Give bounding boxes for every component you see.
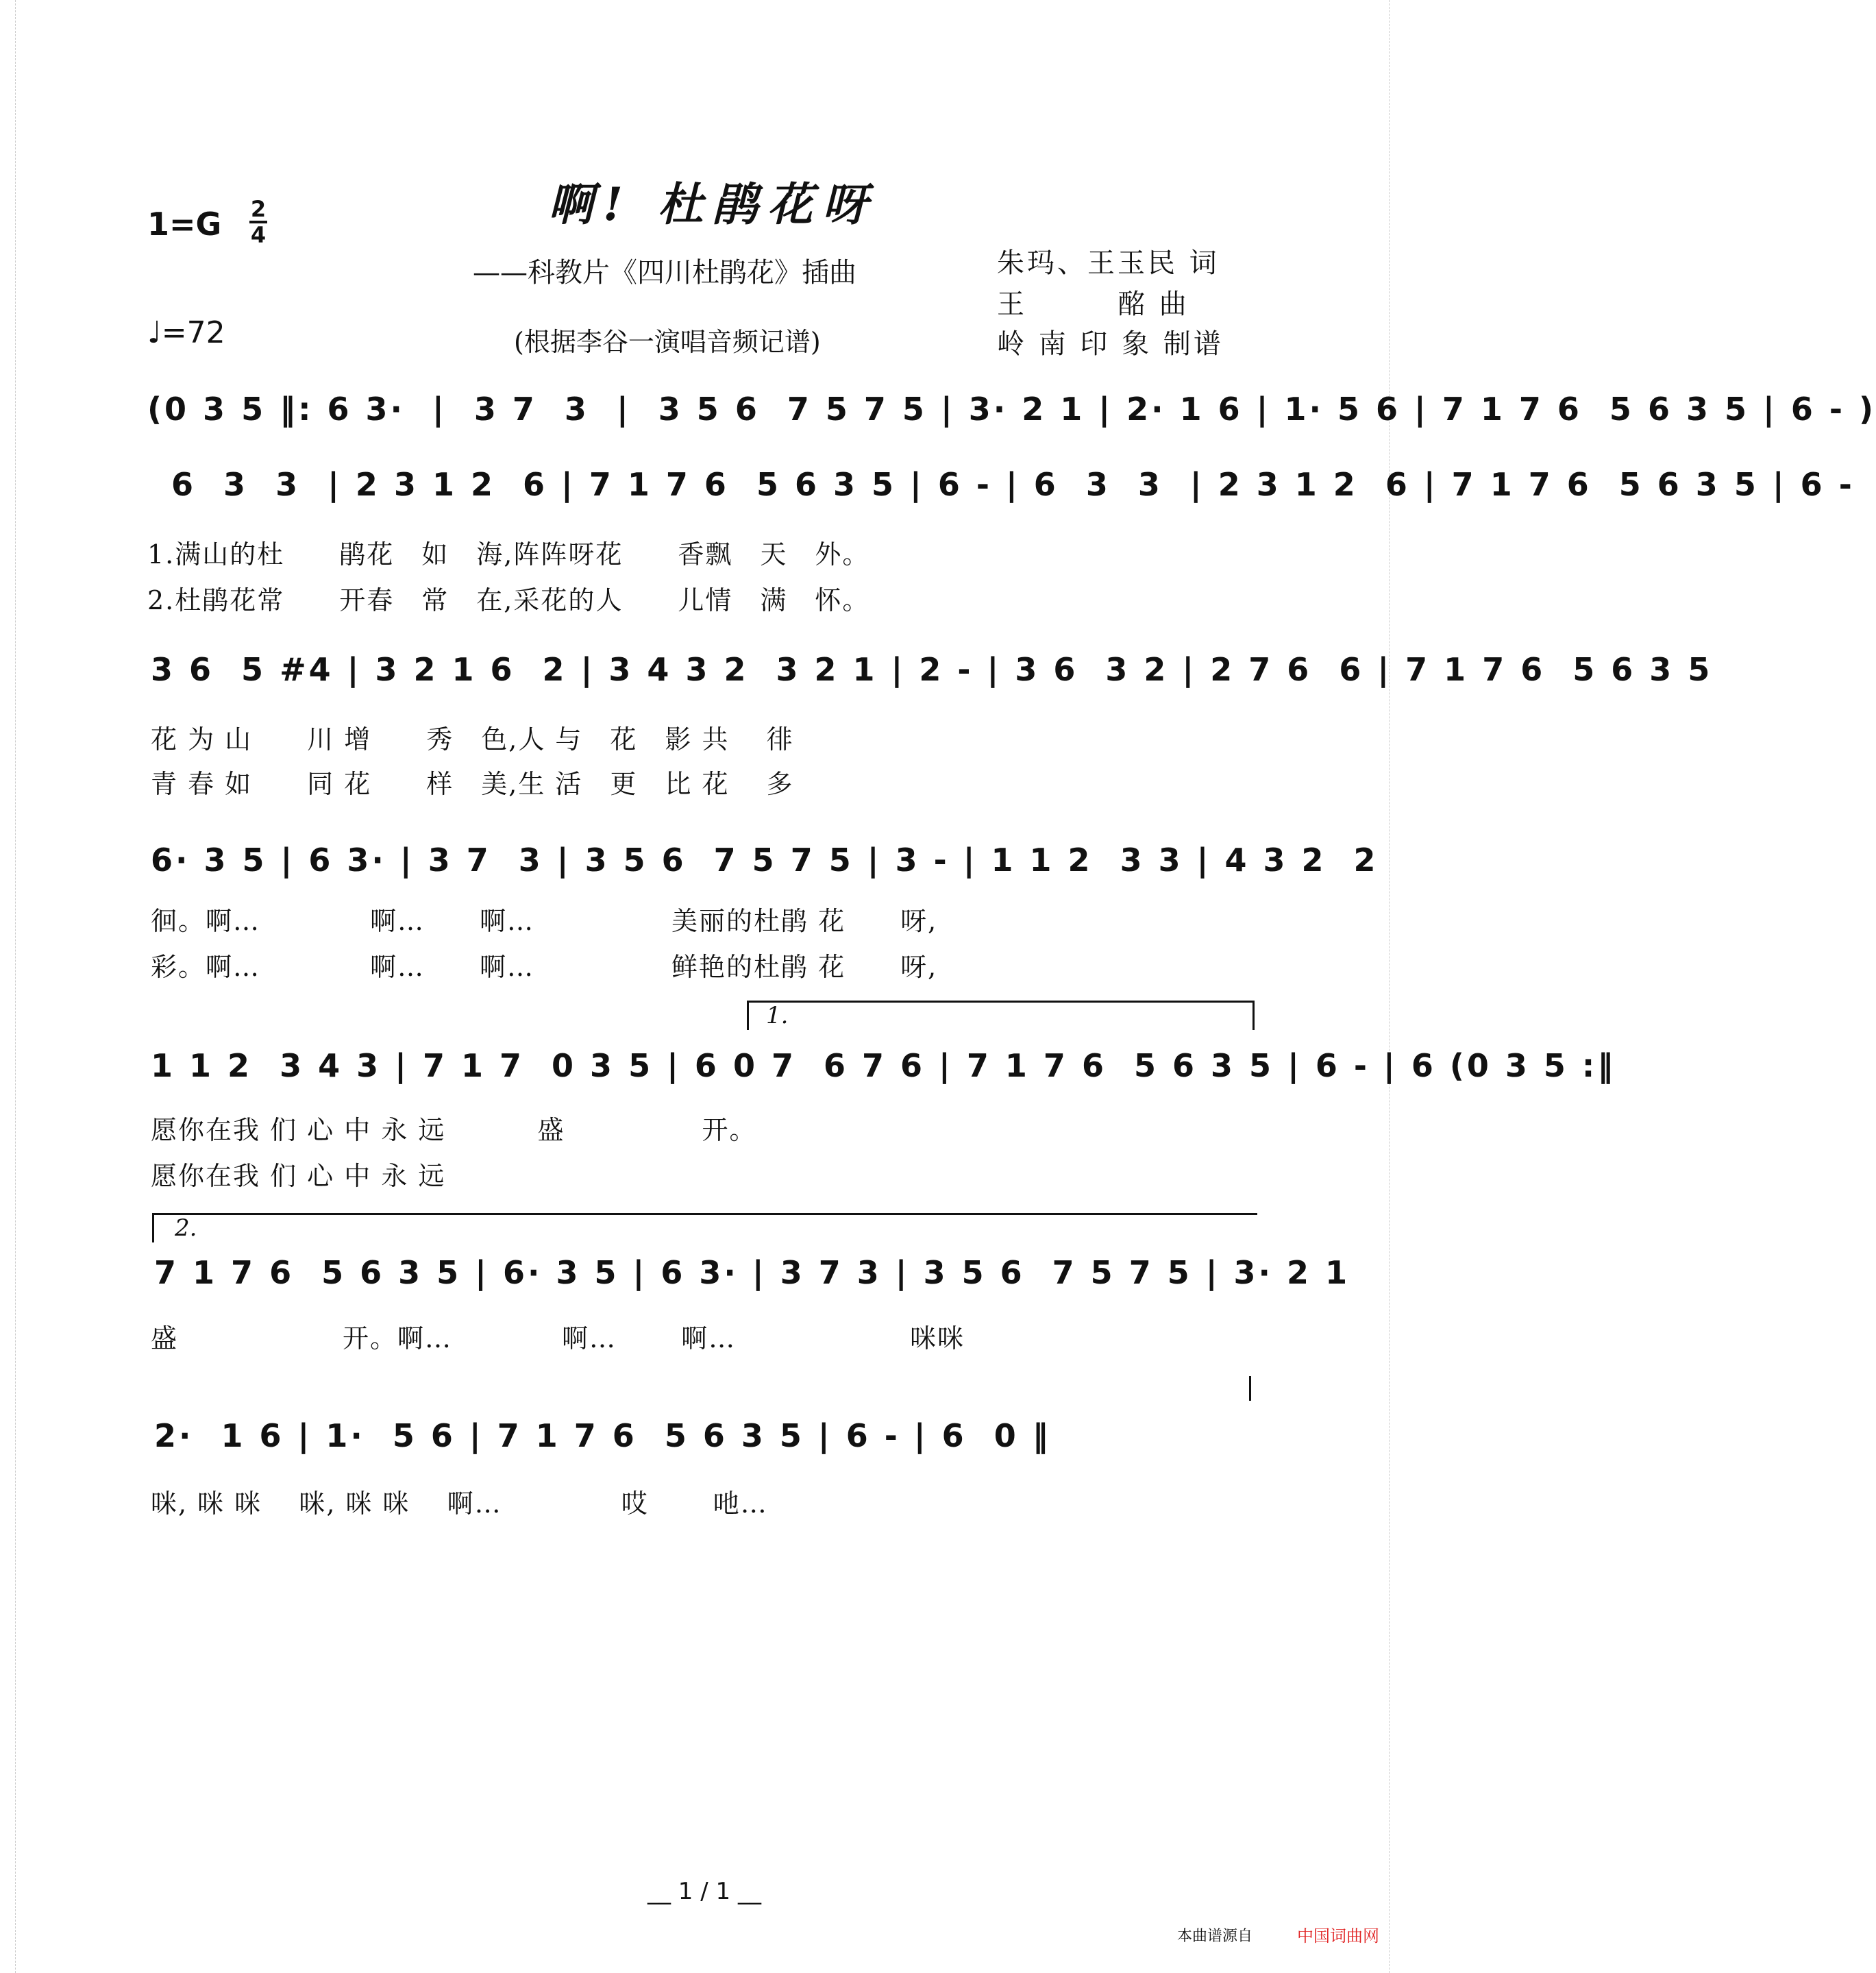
second-ending-number: 2. — [175, 1214, 197, 1242]
score-system-2: 6 3 3 | 2 3 1 2 6 | 7 1 7 6 5 6 3 5 | 6 - | 6 3 3 | 2 3 1 2 6 | 7 1 7 6 5 6 3 5 | 6 - — [171, 466, 1855, 503]
score-system-3: 3 6 5 #4 | 3 2 1 6 2 | 3 4 3 2 3 2 1 | 2 - | 3 6 3 2 | 2 7 6 6 | 7 1 7 6 5 6 3 5 — [151, 651, 1713, 688]
site-link[interactable]: 中国词曲网 — [1297, 1926, 1379, 1946]
lyrics-system-4-verse-1: 徊。啊… 啊… 啊… 美丽的杜鹃 花 呀, — [151, 906, 938, 936]
transcriber-credit: 岭 南 印 象 制谱 — [997, 328, 1224, 360]
score-system-7: 2· 1 6 | 1· 5 6 | 7 1 7 6 5 6 3 5 | 6 - | 6 0 ‖ — [154, 1417, 1051, 1454]
first-ending-bracket — [747, 1001, 1255, 1030]
lyrics-system-2-verse-1: 1.满山的杜 鹃花 如 海,阵阵呀花 香飘 天 外。 — [147, 539, 870, 569]
time-signature — [248, 197, 269, 247]
lyrics-system-3-verse-1: 花 为 山 川 增 秀 色,人 与 花 影 共 徘 — [151, 724, 794, 755]
score-system-5: 1 1 2 3 4 3 | 7 1 7 0 3 5 | 6 0 7 6 7 6 | 7 1 7 6 5 6 3 5 | 6 - | 6 (0 3 5 :‖ — [151, 1047, 1616, 1084]
song-subtitle: ——科教片《四川杜鹃花》插曲 — [473, 257, 856, 289]
lyrics-system-5-verse-2: 愿你在我 们 心 中 永 远 — [151, 1161, 446, 1191]
lyrics-system-4-verse-2: 彩。啊… 啊… 啊… 鲜艳的杜鹃 花 呀, — [151, 952, 938, 982]
song-title: 啊! 杜鹃花呀 — [548, 177, 877, 231]
second-ending-bracket — [152, 1213, 1257, 1242]
first-ending-number: 1. — [766, 1002, 789, 1029]
score-system-4: 6· 3 5 | 6 3· | 3 7 3 | 3 5 6 7 5 7 5 | 3 - | 1 1 2 3 3 | 4 3 2 2 — [151, 842, 1379, 879]
lyrics-system-2-verse-2: 2.杜鹃花常 开春 常 在,采花的人 儿情 满 怀。 — [147, 585, 870, 615]
time-signature-top: 2 — [250, 196, 267, 222]
lyrics-system-7: 咪, 咪 咪 咪, 咪 咪 啊… 哎 吔… — [151, 1488, 768, 1519]
time-signature-bottom: 4 — [250, 222, 267, 248]
tempo-marking: ♩=72 — [147, 315, 225, 350]
score-system-1: (0 3 5 ‖: 6 3· | 3 7 3 | 3 5 6 7 5 7 5 | 3· 2 1 | 2· 1 6 | 1· 5 6 | 7 1 7 6 5 6 3 5 | 6 - ) — [147, 391, 1876, 428]
key-signature: 1=G — [147, 206, 222, 243]
left-margin-strip — [0, 0, 16, 1973]
lyrics-system-6: 盛 开。啊… 啊… 啊… 咪咪 — [151, 1323, 965, 1353]
lyrics-system-5-verse-1: 愿你在我 们 心 中 永 远 盛 开。 — [151, 1115, 757, 1145]
source-label: 本曲谱源自 — [1177, 1928, 1253, 1945]
lyricist-credit: 朱玛、王玉民 词 — [997, 247, 1220, 279]
score-system-6: 7 1 7 6 5 6 3 5 | 6· 3 5 | 6 3· | 3 7 3 | 3 5 6 7 5 7 5 | 3· 2 1 — [154, 1254, 1350, 1291]
page-number: __ 1 / 1 __ — [647, 1878, 761, 1905]
transcription-note: (根据李谷一演唱音频记谱) — [514, 327, 821, 357]
composer-credit: 王 酩 曲 — [997, 289, 1189, 320]
right-margin-strip — [1389, 0, 1405, 1973]
final-bracket-end — [1249, 1376, 1251, 1401]
lyrics-system-3-verse-2: 青 春 如 同 花 样 美,生 活 更 比 花 多 — [151, 769, 794, 799]
